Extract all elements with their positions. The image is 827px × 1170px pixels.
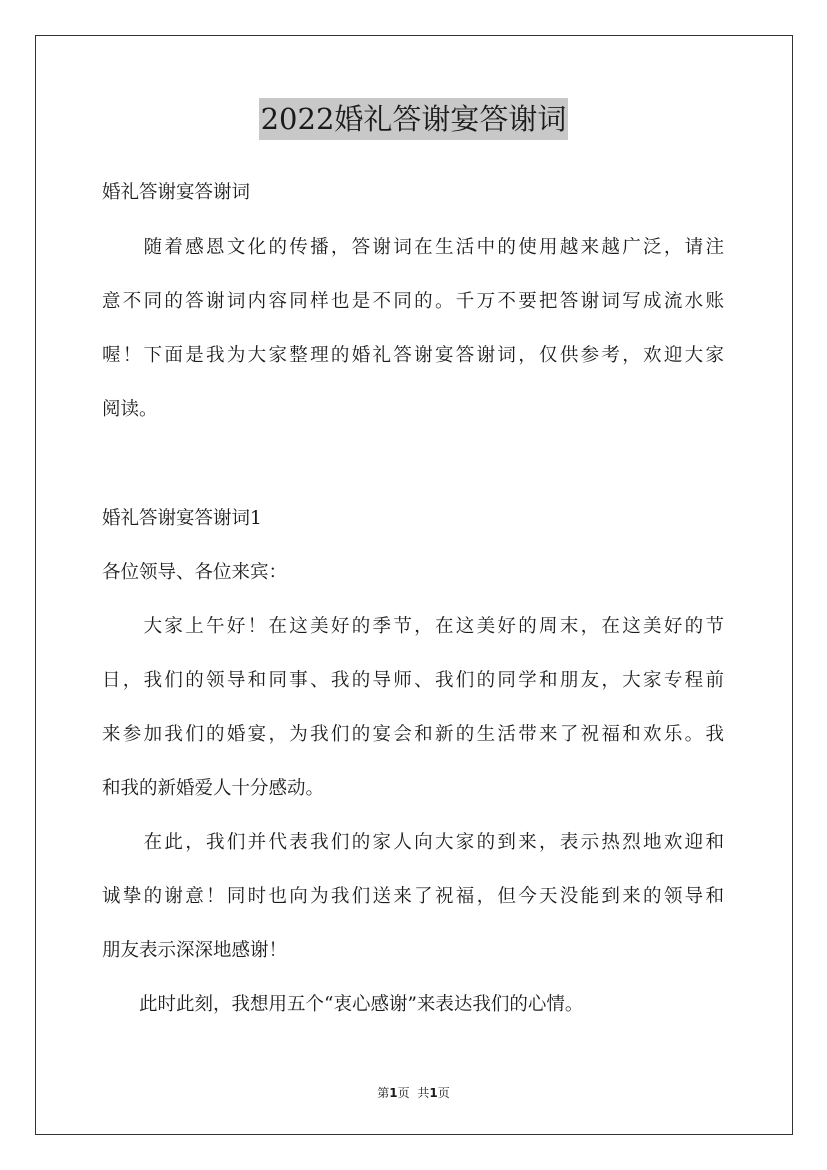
para2-line-3: 朋友表示深深地感谢！ — [102, 940, 288, 961]
document-title: 2022婚礼答谢宴答谢词 — [259, 98, 569, 140]
intro-line-2: 意不同的答谢词内容同样也是不同的。千万不要把答谢词写成流水账 — [102, 291, 724, 312]
document-subtitle: 婚礼答谢宴答谢词 — [102, 182, 251, 203]
title-container — [0, 98, 827, 140]
section-heading: 婚礼答谢宴答谢词1 — [102, 508, 262, 529]
footer-total-suffix: 页 — [437, 1086, 450, 1100]
intro-line-1: 随着感恩文化的传播，答谢词在生活中的使用越来越广泛，请注 — [102, 237, 724, 258]
para3-line-1: 此时此刻，我想用五个“衷心感谢”来表达我们的心情。 — [102, 994, 584, 1015]
para1-line-1: 大家上午好！在这美好的季节，在这美好的周末，在这美好的节 — [102, 616, 724, 637]
footer-page-number: 1 — [389, 1086, 398, 1100]
footer-total-prefix: 共 — [417, 1086, 430, 1100]
para1-line-3: 来参加我们的婚宴，为我们的宴会和新的生活带来了祝福和欢乐。我 — [102, 724, 724, 745]
para2-line-2: 诚挚的谢意！同时也向为我们送来了祝福，但今天没能到来的领导和 — [102, 886, 724, 907]
footer-page-prefix: 第 — [377, 1086, 390, 1100]
para1-line-2: 日，我们的领导和同事、我的导师、我们的同学和朋友，大家专程前 — [102, 670, 724, 691]
para1-line-4: 和我的新婚爱人十分感动。 — [102, 778, 325, 799]
footer-total-number: 1 — [429, 1086, 438, 1100]
intro-line-3: 喔！下面是我为大家整理的婚礼答谢宴答谢词，仅供参考，欢迎大家 — [102, 345, 724, 366]
intro-line-4: 阅读。 — [102, 399, 158, 420]
salutation: 各位领导、各位来宾： — [102, 562, 288, 583]
page-footer — [0, 1084, 827, 1101]
footer-page-suffix: 页 — [397, 1086, 410, 1100]
para2-line-1: 在此，我们并代表我们的家人向大家的到来，表示热烈地欢迎和 — [102, 832, 724, 853]
